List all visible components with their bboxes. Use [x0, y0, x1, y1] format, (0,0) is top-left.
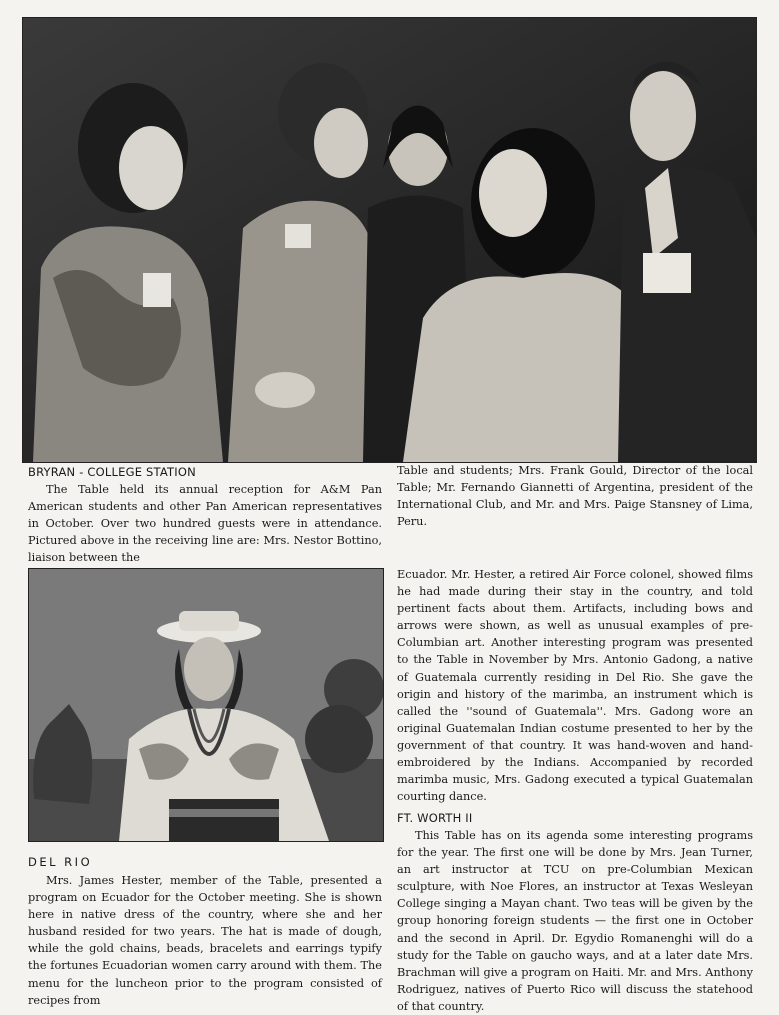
del-rio-article	[28, 872, 382, 1009]
portrait-icon	[29, 569, 383, 841]
receiving-line-photo	[22, 17, 757, 463]
del-rio-continuation-article	[397, 566, 753, 805]
bryan-article-right	[397, 462, 753, 530]
ft-worth-heading: FT. WORTH II	[397, 811, 473, 825]
group-photo-icon	[23, 18, 756, 462]
ft-worth-paragraph: This Table has on its agenda some interesting programs for the year. The first one will be done by Mrs. Jean Turner, an art instructor at TCU on pre-Columbian Mexican sculpture, with Noe Flores, an instructor at Texas Wesleyan College singing a Mayan chant. Two teas will be given by the group honoring foreign students — the first one in October and the second in April. Dr. Egydio Romanenghi will do a study for the Table on gaucho ways, and at a later date Mrs. Brachman will give a program on Haiti. Mr. and Mrs. Anthony Rodriguez, natives of Puerto Rico will discuss the statehood of that country.	[397, 829, 753, 1013]
del-rio-paragraph: Mrs. James Hester, member of the Table, presented a program on Ecuador for the October meeting. She is shown here in native dress of the country, where she and her husband resided for two years. The hat is made of dough, while the gold chains, beads, bracelets and earrings typify the fortunes Ecuadorian women carry around with them. The menu for the luncheon prior to the program consisted of recipes from	[28, 874, 382, 1007]
bryan-paragraph: The Table held its annual reception for A&M Pan American students and other Pan American representatives in October. Over two hundred guests were in attendance. Pictured above in the receiving line are: Mrs. Nestor Bottino, liaison between the	[28, 483, 382, 565]
bryan-college-station-heading: BRYRAN - COLLEGE STATION	[28, 465, 196, 479]
del-rio-portrait-photo	[28, 568, 384, 842]
bryan-article-left	[28, 481, 382, 566]
ecuador-paragraph: Ecuador. Mr. Hester, a retired Air Force colonel, showed films he had made during their stay in the country, and told pertinent facts about them. Artifacts, including bows and arrows were shown, as well as unusual examples of pre-Columbian art. Another interesting program was presented to the Table in November by Mrs. Antonio Gadong, a native of Guatemala currently residing in Del Rio. She gave the origin and history of the marimba, an instrument which is called the ''sound of Guatemala''. Mrs. Gadong wore an original Guatemalan Indian costume presented to her by the government of that country. It was hand-woven and hand-embroidered by the Indians. Accompanied by recorded marimba music, Mrs. Gadong executed a typical Guatemalan courting dance.	[397, 568, 753, 804]
del-rio-heading: DEL RIO	[28, 855, 93, 869]
ft-worth-article	[397, 827, 753, 1015]
bryan-continuation: Table and students; Mrs. Frank Gould, Director of the local Table; Mr. Fernando Giannetti of Argentina, president of the International Club, and Mr. and Mrs. Paige Stansney of Lima, Peru.	[397, 464, 753, 529]
